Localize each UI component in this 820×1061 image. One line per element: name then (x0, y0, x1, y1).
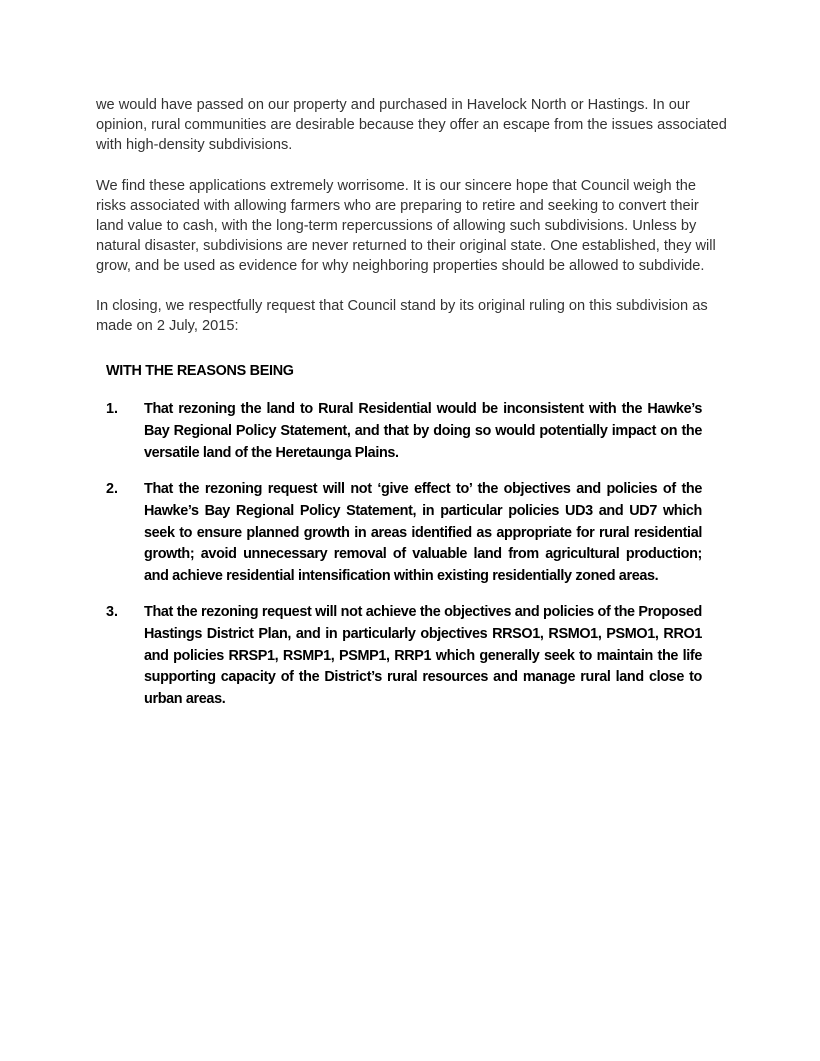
body-paragraph: We find these applications extremely worrisome. It is our sincere hope that Council weigh the risks associated with allowing farmers who are preparing to retire and seeking to convert their land value to cash, with the long-term repercussions of allowing such subdivisions. Unless by natural disaster, subdivisions are never returned to their original state. One established, they will grow, and be used as evidence for why neighboring properties should be allowed to subdivide. (96, 178, 716, 274)
closing-paragraph: In closing, we respectfully request that Council stand by its original ruling on this subdivision as made on 2 July, 2015: (96, 298, 708, 334)
reason-number: 1. (106, 401, 119, 417)
body-paragraph: we would have passed on our property and purchased in Havelock North or Hastings. In our opinion, rural communities are desirable because they offer an escape from the issues associated with high-density subdivisions. (96, 97, 727, 153)
reasons-heading: WITH THE REASONS BEING (106, 363, 294, 379)
reason-text: That rezoning the land to Rural Residential would be inconsistent with the Hawke’s Bay Regional Policy Statement, and that by doing so would potentially impact on the versatile land of the Heretaunga Plains. (144, 401, 702, 461)
reason-number: 2. (106, 481, 119, 497)
reason-number: 3. (106, 604, 119, 620)
reason-text: That the rezoning request will not achieve the objectives and policies of the Proposed Hastings District Plan, and in particularly objectives RRSO1, RSMO1, PSMO1, RRO1 and policies RRSP1, RSMP1, PSMP1, RRP1 which generally seek to maintain the life supporting capacity of the District’s rural resources and manage rural land close to urban areas. (144, 604, 702, 708)
reason-text: That the rezoning request will not ‘give effect to’ the objectives and policies of the Hawke’s Bay Regional Policy Statement, in particular policies UD3 and UD7 which seek to ensure planned growth in areas identified as appropriate for rural residential growth; avoid unnecessary removal of valuable land from agricultural production; and achieve residential intensification within existing residentially zoned areas. (144, 481, 702, 585)
